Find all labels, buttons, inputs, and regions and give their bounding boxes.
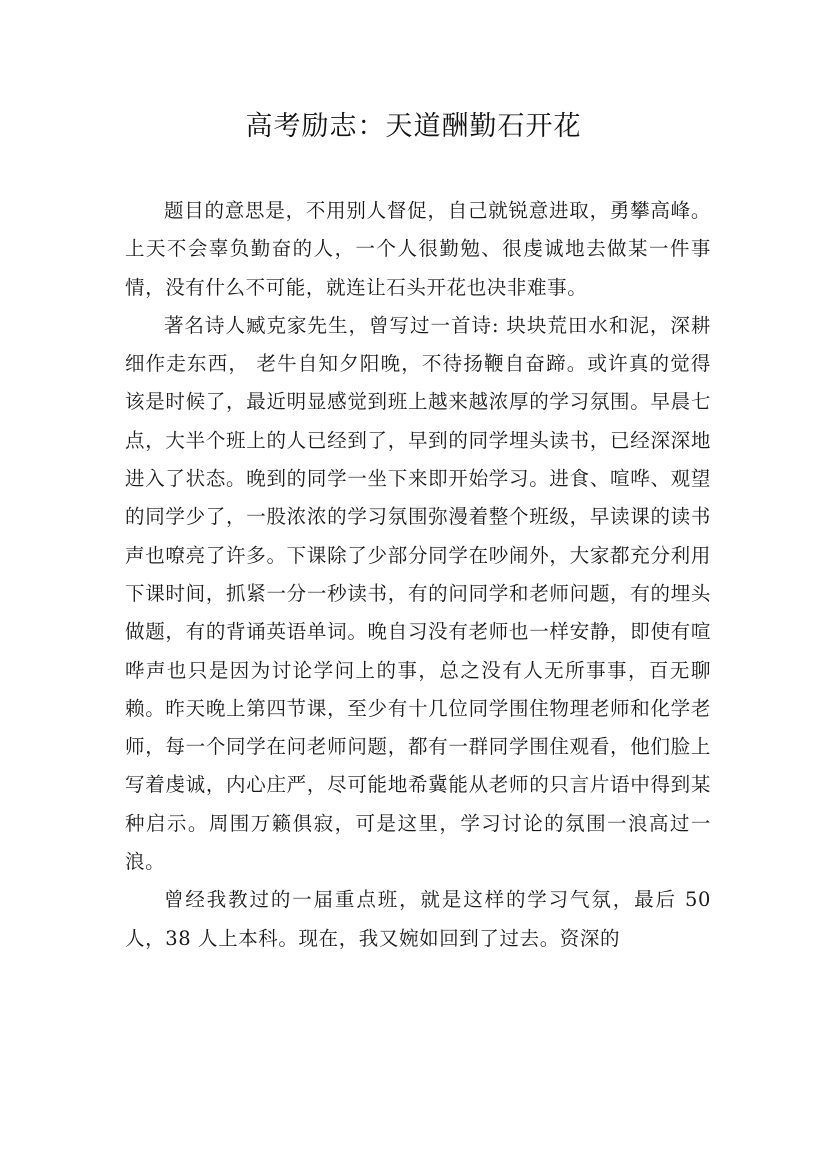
paragraph-1: 题目的意思是，不用别人督促，自己就锐意进取，勇攀高峰。上天不会辜负勤奋的人，一个人很勤勉、很虔诚地去做某一件事情，没有什么不可能，就连让石头开花也决非难事。 xyxy=(125,199,711,299)
document-title: 高考励志：天道酬勤石开花 xyxy=(245,111,582,142)
document-body xyxy=(125,192,711,958)
paragraph-2: 著名诗人臧克家先生，曾写过一首诗: 块块荒田水和泥，深耕细作走东西， 老牛自知夕阳晚，不待扬鞭自奋蹄。或许真的觉得该是时候了，最近明显感觉到班上越来越浓厚的学习氛围。早晨七点，大半个班上的人已经到了，早到的同学埋头读书，已经深深地进入了状态。晚到的同学一坐下来即开始学习。进食、喧哗、观望的同学少了，一股浓浓的学习氛围弥漫着整个班级，早读课的读书声也嘹亮了许多。下课除了少部分同学在吵闹外，大家都充分利用下课时间，抓紧一分一秒读书，有的问同学和老师问题，有的埋头做题，有的背诵英语单词。晚自习没有老师也一样安静，即使有喧哗声也只是因为讨论学问上的事，总之没有人无所事事，百无聊赖。昨天晚上第四节课，至少有十几位同学围住物理老师和化学老师，每一个同学在问老师问题，都有一群同学围住观看，他们脸上写着虔诚，内心庄严，尽可能地希冀能从老师的只言片语中得到某种启示。周围万籁俱寂，可是这里，学习讨论的氛围一浪高过一浪。 xyxy=(125,313,711,874)
paragraph-3: 曾经我教过的一届重点班，就是这样的学习气氛，最后 50 人，38 人上本科。现在，我又婉如回到了过去。资深的 xyxy=(125,888,711,950)
